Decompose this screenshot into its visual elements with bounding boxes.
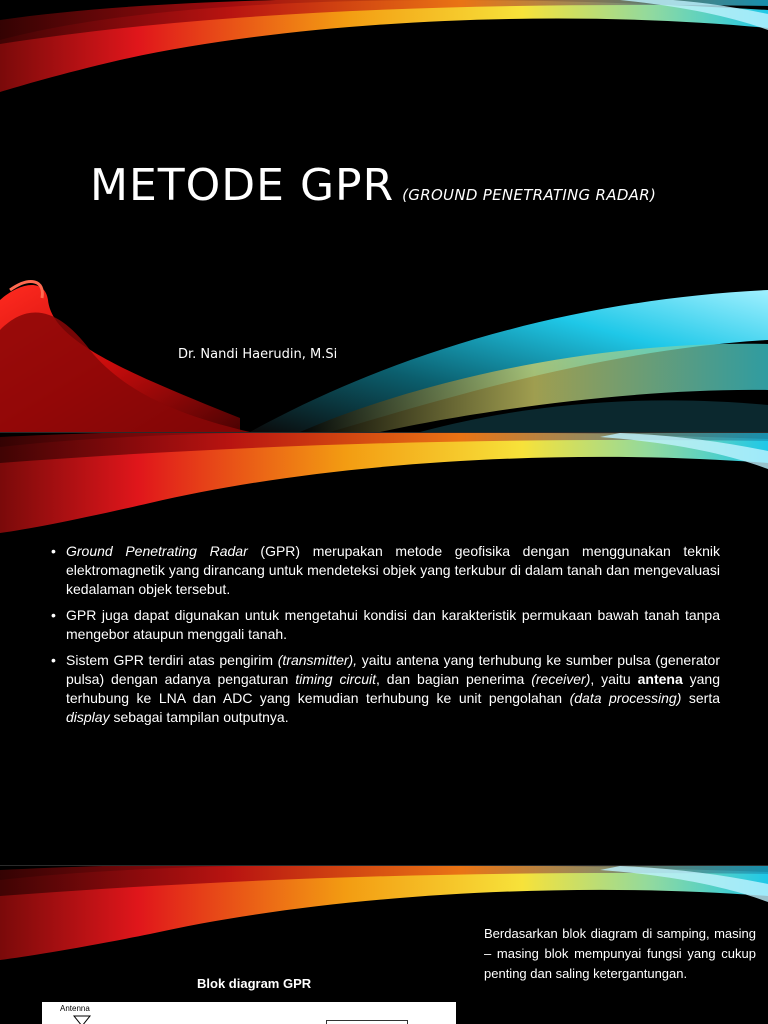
title-slide [0, 0, 768, 432]
content-slide-block-diagram [0, 866, 768, 1024]
bullet-text-run: antena [637, 671, 683, 687]
bullet-text-run: , dan bagian penerima [376, 671, 532, 687]
decorative-swoosh-graphic [0, 433, 768, 553]
bullet-item [48, 542, 720, 599]
antenna-icon [72, 1014, 92, 1024]
bullet-text-run: yaitu antena yang terhubung ke sumber pulsa (generator pulsa) dengan adanya pengaturan [66, 652, 721, 687]
gpr-block-diagram [42, 1002, 456, 1024]
decorative-swoosh-graphic [0, 0, 768, 432]
bullet-text [66, 607, 720, 642]
bullet-text [66, 543, 720, 597]
bullet-list [48, 542, 720, 734]
bullet-item [48, 606, 720, 644]
bullet-text-run: (data processing) [569, 690, 682, 706]
title-main-text: METODE GPR [90, 160, 395, 211]
bullet-text-run: Sistem GPR terdiri atas pengirim [66, 652, 278, 668]
bullet-text-run: (GPR) merupakan metode geofisika dengan menggunakan teknik elektromagnetik yang dirancang untuk mendeteksi objek yang terkubur di dalam tanah dan mengevaluasi kedalaman objek tersebut. [66, 543, 720, 597]
diagram-caption: Blok diagram GPR [197, 976, 312, 991]
bullet-text-run: , yaitu [590, 671, 638, 687]
title-subtitle-text: (GROUND PENETRATING RADAR) [402, 186, 657, 204]
bullet-text-run: yang terhubung ke LNA dan ADC yang kemudian terhubung ke unit pengolahan [66, 671, 720, 706]
diagram-description: Berdasarkan blok diagram di samping, masing – masing blok mempunyai fungsi yang cukup penting dan saling ketergantungan. [484, 926, 756, 981]
diagram-block [326, 1020, 408, 1024]
antenna-label: Antenna [60, 1004, 90, 1013]
content-slide-gpr-definition [0, 433, 768, 865]
bullet-item [48, 651, 720, 727]
bullet-text-run: (transmitter), [277, 652, 358, 668]
slide-title [90, 160, 656, 211]
bullet-text-run: display [66, 709, 110, 725]
author-name: Dr. Nandi Haerudin, M.Si [178, 347, 338, 362]
bullet-text-run: timing circuit [295, 671, 376, 687]
bullet-text-run: GPR juga dapat digunakan untuk mengetahui kondisi dan karakteristik permukaan bawah tanah tanpa mengebor ataupun menggali tanah. [66, 607, 720, 642]
bullet-text-run: serta [681, 690, 720, 706]
bullet-text-run: (receiver) [531, 671, 591, 687]
bullet-text-run: sebagai tampilan outputnya. [109, 709, 289, 725]
bullet-text-run: Ground Penetrating Radar [66, 543, 248, 559]
bullet-text [66, 652, 720, 725]
